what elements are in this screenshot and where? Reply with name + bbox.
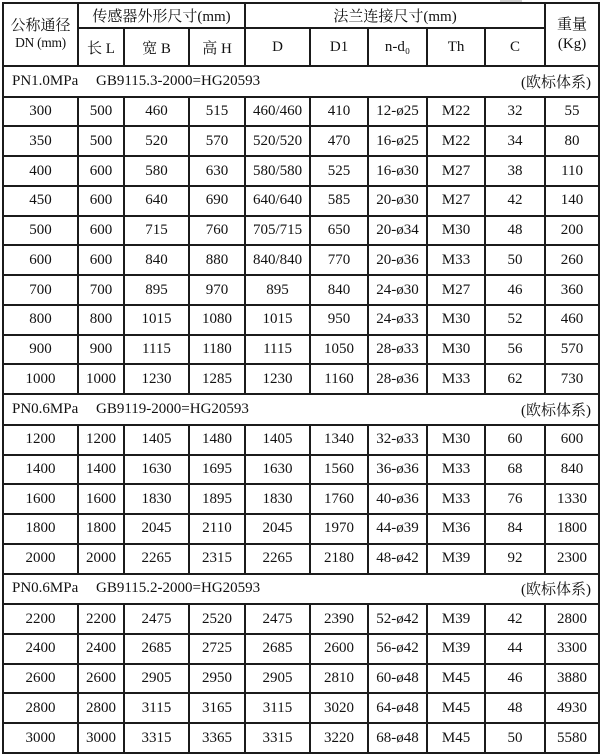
table-row — [3, 514, 599, 544]
cell-c: 46 — [485, 275, 545, 305]
cell-d1: 2390 — [310, 604, 368, 634]
table-row — [3, 364, 599, 394]
cell-weight: 3880 — [545, 664, 599, 694]
cell-d1: 650 — [310, 216, 368, 246]
cell-d: 1630 — [245, 455, 310, 485]
table-row — [3, 245, 599, 275]
cell-th: M27 — [427, 186, 485, 216]
cell-width-b: 2475 — [124, 604, 189, 634]
cell-c: 50 — [485, 245, 545, 275]
section-header-row — [3, 394, 599, 425]
cell-th: M33 — [427, 484, 485, 514]
table-row — [3, 455, 599, 485]
cell-dn: 350 — [3, 126, 78, 156]
cell-dn: 1800 — [3, 514, 78, 544]
cell-d: 3115 — [245, 693, 310, 723]
cell-length-l: 900 — [78, 335, 124, 365]
cell-d1: 470 — [310, 126, 368, 156]
cell-height-h: 3165 — [189, 693, 245, 723]
cell-d: 2045 — [245, 514, 310, 544]
cell-th: M22 — [427, 126, 485, 156]
cell-c: 48 — [485, 693, 545, 723]
table-row — [3, 186, 599, 216]
cell-length-l: 1800 — [78, 514, 124, 544]
cell-width-b: 460 — [124, 97, 189, 127]
cell-n-d0: 40-ø36 — [368, 484, 427, 514]
table-row — [3, 634, 599, 664]
cell-width-b: 520 — [124, 126, 189, 156]
cell-width-b: 2905 — [124, 664, 189, 694]
cell-n-d0: 16-ø25 — [368, 126, 427, 156]
cell-c: 84 — [485, 514, 545, 544]
cell-weight: 2300 — [545, 544, 599, 574]
cell-d: 2905 — [245, 664, 310, 694]
cell-weight: 730 — [545, 364, 599, 394]
cell-d1: 410 — [310, 97, 368, 127]
table-header — [3, 3, 599, 66]
cell-height-h: 2950 — [189, 664, 245, 694]
cell-th: M45 — [427, 723, 485, 753]
cell-weight: 600 — [545, 425, 599, 455]
cell-n-d0: 32-ø33 — [368, 425, 427, 455]
cell-weight: 110 — [545, 156, 599, 186]
cell-d: 3315 — [245, 723, 310, 753]
cell-width-b: 2265 — [124, 544, 189, 574]
cell-width-b: 640 — [124, 186, 189, 216]
cell-n-d0: 12-ø25 — [368, 97, 427, 127]
cell-n-d0: 64-ø48 — [368, 693, 427, 723]
header-dn-title: 公称通径 — [10, 17, 71, 34]
cell-th: M22 — [427, 97, 485, 127]
cell-length-l: 500 — [78, 126, 124, 156]
cell-weight: 570 — [545, 335, 599, 365]
cell-dn: 1200 — [3, 425, 78, 455]
table-row — [3, 484, 599, 514]
header-width-b: 宽 B — [124, 28, 189, 66]
cell-height-h: 1895 — [189, 484, 245, 514]
cell-d: 1015 — [245, 305, 310, 335]
cell-length-l: 600 — [78, 245, 124, 275]
cell-width-b: 580 — [124, 156, 189, 186]
cell-dn: 2600 — [3, 664, 78, 694]
cell-d: 520/520 — [245, 126, 310, 156]
cell-weight: 5580 — [545, 723, 599, 753]
cell-length-l: 800 — [78, 305, 124, 335]
cell-d1: 1560 — [310, 455, 368, 485]
header-dn — [3, 3, 78, 66]
table-row — [3, 425, 599, 455]
cell-th: M27 — [427, 275, 485, 305]
cell-d1: 950 — [310, 305, 368, 335]
cell-d1: 1340 — [310, 425, 368, 455]
cell-n-d0: 60-ø48 — [368, 664, 427, 694]
cell-dn: 1400 — [3, 455, 78, 485]
cell-d: 2685 — [245, 634, 310, 664]
table-row — [3, 693, 599, 723]
cell-weight: 55 — [545, 97, 599, 127]
cell-width-b: 895 — [124, 275, 189, 305]
cell-c: 92 — [485, 544, 545, 574]
cell-th: M30 — [427, 425, 485, 455]
cell-weight: 360 — [545, 275, 599, 305]
table-row — [3, 544, 599, 574]
cell-d: 1230 — [245, 364, 310, 394]
cell-height-h: 690 — [189, 186, 245, 216]
cell-th: M30 — [427, 216, 485, 246]
cell-d1: 3220 — [310, 723, 368, 753]
cell-dn: 1600 — [3, 484, 78, 514]
cell-c: 32 — [485, 97, 545, 127]
cell-c: 56 — [485, 335, 545, 365]
cell-dn: 2800 — [3, 693, 78, 723]
section-header-cell — [3, 574, 599, 605]
header-th: Th — [427, 28, 485, 66]
cell-length-l: 600 — [78, 156, 124, 186]
header-d1: D1 — [310, 28, 368, 66]
section-standard: GB9119-2000=HG20593 — [96, 400, 249, 417]
cell-n-d0: 16-ø30 — [368, 156, 427, 186]
cell-d: 2265 — [245, 544, 310, 574]
cell-width-b: 715 — [124, 216, 189, 246]
table-row — [3, 723, 599, 753]
cell-weight: 80 — [545, 126, 599, 156]
header-flange-group: 法兰连接尺寸(mm) — [245, 3, 545, 28]
cell-c: 38 — [485, 156, 545, 186]
cell-weight: 460 — [545, 305, 599, 335]
section-header-cell — [3, 66, 599, 97]
cell-weight: 260 — [545, 245, 599, 275]
cell-th: M39 — [427, 634, 485, 664]
cell-height-h: 760 — [189, 216, 245, 246]
cell-d: 640/640 — [245, 186, 310, 216]
cell-width-b: 1630 — [124, 455, 189, 485]
cell-width-b: 1405 — [124, 425, 189, 455]
cell-dn: 700 — [3, 275, 78, 305]
cell-d: 2475 — [245, 604, 310, 634]
section-pressure: PN1.0MPa — [12, 72, 79, 89]
section-header-row — [3, 574, 599, 605]
cell-weight: 140 — [545, 186, 599, 216]
section-pressure: PN0.6MPa — [12, 400, 79, 417]
cell-length-l: 1200 — [78, 425, 124, 455]
cell-width-b: 1830 — [124, 484, 189, 514]
table-row — [3, 604, 599, 634]
cell-c: 44 — [485, 634, 545, 664]
cell-width-b: 2685 — [124, 634, 189, 664]
table-row — [3, 216, 599, 246]
cell-d1: 2810 — [310, 664, 368, 694]
cell-dn: 2400 — [3, 634, 78, 664]
cell-dn: 3000 — [3, 723, 78, 753]
cell-n-d0: 44-ø39 — [368, 514, 427, 544]
cell-height-h: 1285 — [189, 364, 245, 394]
cell-n-d0: 52-ø42 — [368, 604, 427, 634]
cell-n-d0: 68-ø48 — [368, 723, 427, 753]
cell-d: 840/840 — [245, 245, 310, 275]
cell-d: 895 — [245, 275, 310, 305]
cell-dn: 1000 — [3, 364, 78, 394]
cell-c: 34 — [485, 126, 545, 156]
cell-weight: 200 — [545, 216, 599, 246]
section-note: (欧标体系) — [521, 582, 592, 599]
header-weight — [545, 3, 599, 66]
section-note: (欧标体系) — [521, 402, 592, 419]
cell-c: 46 — [485, 664, 545, 694]
cell-dn: 800 — [3, 305, 78, 335]
cell-d1: 770 — [310, 245, 368, 275]
cell-length-l: 600 — [78, 216, 124, 246]
cell-height-h: 570 — [189, 126, 245, 156]
cell-dn: 300 — [3, 97, 78, 127]
cell-width-b: 1230 — [124, 364, 189, 394]
section-note: (欧标体系) — [521, 74, 592, 91]
cell-length-l: 500 — [78, 97, 124, 127]
cell-d: 1830 — [245, 484, 310, 514]
cell-length-l: 2800 — [78, 693, 124, 723]
cell-weight: 4930 — [545, 693, 599, 723]
cell-dn: 2200 — [3, 604, 78, 634]
cell-height-h: 1695 — [189, 455, 245, 485]
cell-height-h: 1080 — [189, 305, 245, 335]
cell-n-d0: 24-ø30 — [368, 275, 427, 305]
cell-n-d0: 20-ø34 — [368, 216, 427, 246]
cell-dn: 500 — [3, 216, 78, 246]
cell-height-h: 515 — [189, 97, 245, 127]
cell-th: M39 — [427, 544, 485, 574]
table-row — [3, 305, 599, 335]
table-row — [3, 126, 599, 156]
cell-width-b: 3315 — [124, 723, 189, 753]
header-weight-subtitle: (Kg) — [557, 35, 587, 52]
cell-dn: 600 — [3, 245, 78, 275]
cell-height-h: 2520 — [189, 604, 245, 634]
cell-height-h: 2110 — [189, 514, 245, 544]
cell-weight: 1800 — [545, 514, 599, 544]
cell-weight: 1330 — [545, 484, 599, 514]
table-row — [3, 664, 599, 694]
cell-weight: 840 — [545, 455, 599, 485]
cell-height-h: 630 — [189, 156, 245, 186]
cell-height-h: 3365 — [189, 723, 245, 753]
cell-d: 460/460 — [245, 97, 310, 127]
cell-length-l: 2400 — [78, 634, 124, 664]
cell-n-d0: 20-ø30 — [368, 186, 427, 216]
cell-height-h: 970 — [189, 275, 245, 305]
header-weight-title: 重量 — [557, 16, 588, 33]
table-row — [3, 97, 599, 127]
cell-n-d0: 56-ø42 — [368, 634, 427, 664]
cell-th: M45 — [427, 664, 485, 694]
header-c: C — [485, 28, 545, 66]
cell-c: 50 — [485, 723, 545, 753]
cell-th: M30 — [427, 335, 485, 365]
cell-c: 42 — [485, 604, 545, 634]
cell-c: 42 — [485, 186, 545, 216]
cell-width-b: 840 — [124, 245, 189, 275]
cell-d1: 3020 — [310, 693, 368, 723]
cell-d: 705/715 — [245, 216, 310, 246]
cell-d1: 525 — [310, 156, 368, 186]
header-n-d0: n-d₀ — [368, 28, 427, 66]
cell-d1: 585 — [310, 186, 368, 216]
cell-dn: 2000 — [3, 544, 78, 574]
header-height-h: 高 H — [189, 28, 245, 66]
cell-d: 1115 — [245, 335, 310, 365]
cell-c: 60 — [485, 425, 545, 455]
cell-c: 68 — [485, 455, 545, 485]
section-standard: GB9115.3-2000=HG20593 — [96, 72, 261, 89]
cell-d: 580/580 — [245, 156, 310, 186]
section-header-cell — [3, 394, 599, 425]
dimension-spec-table — [2, 2, 600, 754]
cell-height-h: 2315 — [189, 544, 245, 574]
cell-length-l: 1400 — [78, 455, 124, 485]
cell-th: M36 — [427, 514, 485, 544]
header-d: D — [245, 28, 310, 66]
cell-height-h: 1180 — [189, 335, 245, 365]
header-sensor-group: 传感器外形尺寸(mm) — [78, 3, 245, 28]
cell-n-d0: 20-ø36 — [368, 245, 427, 275]
cell-length-l: 1000 — [78, 364, 124, 394]
cell-width-b: 2045 — [124, 514, 189, 544]
cell-n-d0: 36-ø36 — [368, 455, 427, 485]
cell-d1: 2180 — [310, 544, 368, 574]
cell-th: M33 — [427, 455, 485, 485]
cell-width-b: 3115 — [124, 693, 189, 723]
cell-d1: 1160 — [310, 364, 368, 394]
cell-n-d0: 28-ø36 — [368, 364, 427, 394]
header-length-l: 长 L — [78, 28, 124, 66]
cell-dn: 450 — [3, 186, 78, 216]
table-row — [3, 275, 599, 305]
cell-weight: 2800 — [545, 604, 599, 634]
cell-th: M27 — [427, 156, 485, 186]
cell-d1: 1760 — [310, 484, 368, 514]
cell-dn: 400 — [3, 156, 78, 186]
cell-th: M45 — [427, 693, 485, 723]
cell-height-h: 880 — [189, 245, 245, 275]
cell-th: M30 — [427, 305, 485, 335]
cell-c: 76 — [485, 484, 545, 514]
cell-weight: 3300 — [545, 634, 599, 664]
section-standard: GB9115.2-2000=HG20593 — [96, 580, 261, 597]
cell-dn: 900 — [3, 335, 78, 365]
cell-c: 48 — [485, 216, 545, 246]
cell-height-h: 2725 — [189, 634, 245, 664]
table-row — [3, 335, 599, 365]
cell-th: M39 — [427, 604, 485, 634]
cell-d1: 1970 — [310, 514, 368, 544]
cell-n-d0: 24-ø33 — [368, 305, 427, 335]
cell-d: 1405 — [245, 425, 310, 455]
cell-d1: 840 — [310, 275, 368, 305]
table-row — [3, 156, 599, 186]
section-pressure: PN0.6MPa — [12, 580, 79, 597]
cell-width-b: 1115 — [124, 335, 189, 365]
cell-length-l: 2000 — [78, 544, 124, 574]
cell-length-l: 600 — [78, 186, 124, 216]
section-header-row — [3, 66, 599, 97]
cell-c: 52 — [485, 305, 545, 335]
cell-length-l: 3000 — [78, 723, 124, 753]
cell-length-l: 700 — [78, 275, 124, 305]
cell-th: M33 — [427, 245, 485, 275]
cell-length-l: 1600 — [78, 484, 124, 514]
cell-c: 62 — [485, 364, 545, 394]
cell-d1: 2600 — [310, 634, 368, 664]
cell-width-b: 1015 — [124, 305, 189, 335]
header-dn-subtitle: DN (mm) — [15, 35, 66, 51]
cell-n-d0: 28-ø33 — [368, 335, 427, 365]
cell-n-d0: 48-ø42 — [368, 544, 427, 574]
cell-height-h: 1480 — [189, 425, 245, 455]
table-body — [3, 66, 599, 753]
cell-length-l: 2600 — [78, 664, 124, 694]
cell-length-l: 2200 — [78, 604, 124, 634]
cell-d1: 1050 — [310, 335, 368, 365]
cell-th: M33 — [427, 364, 485, 394]
